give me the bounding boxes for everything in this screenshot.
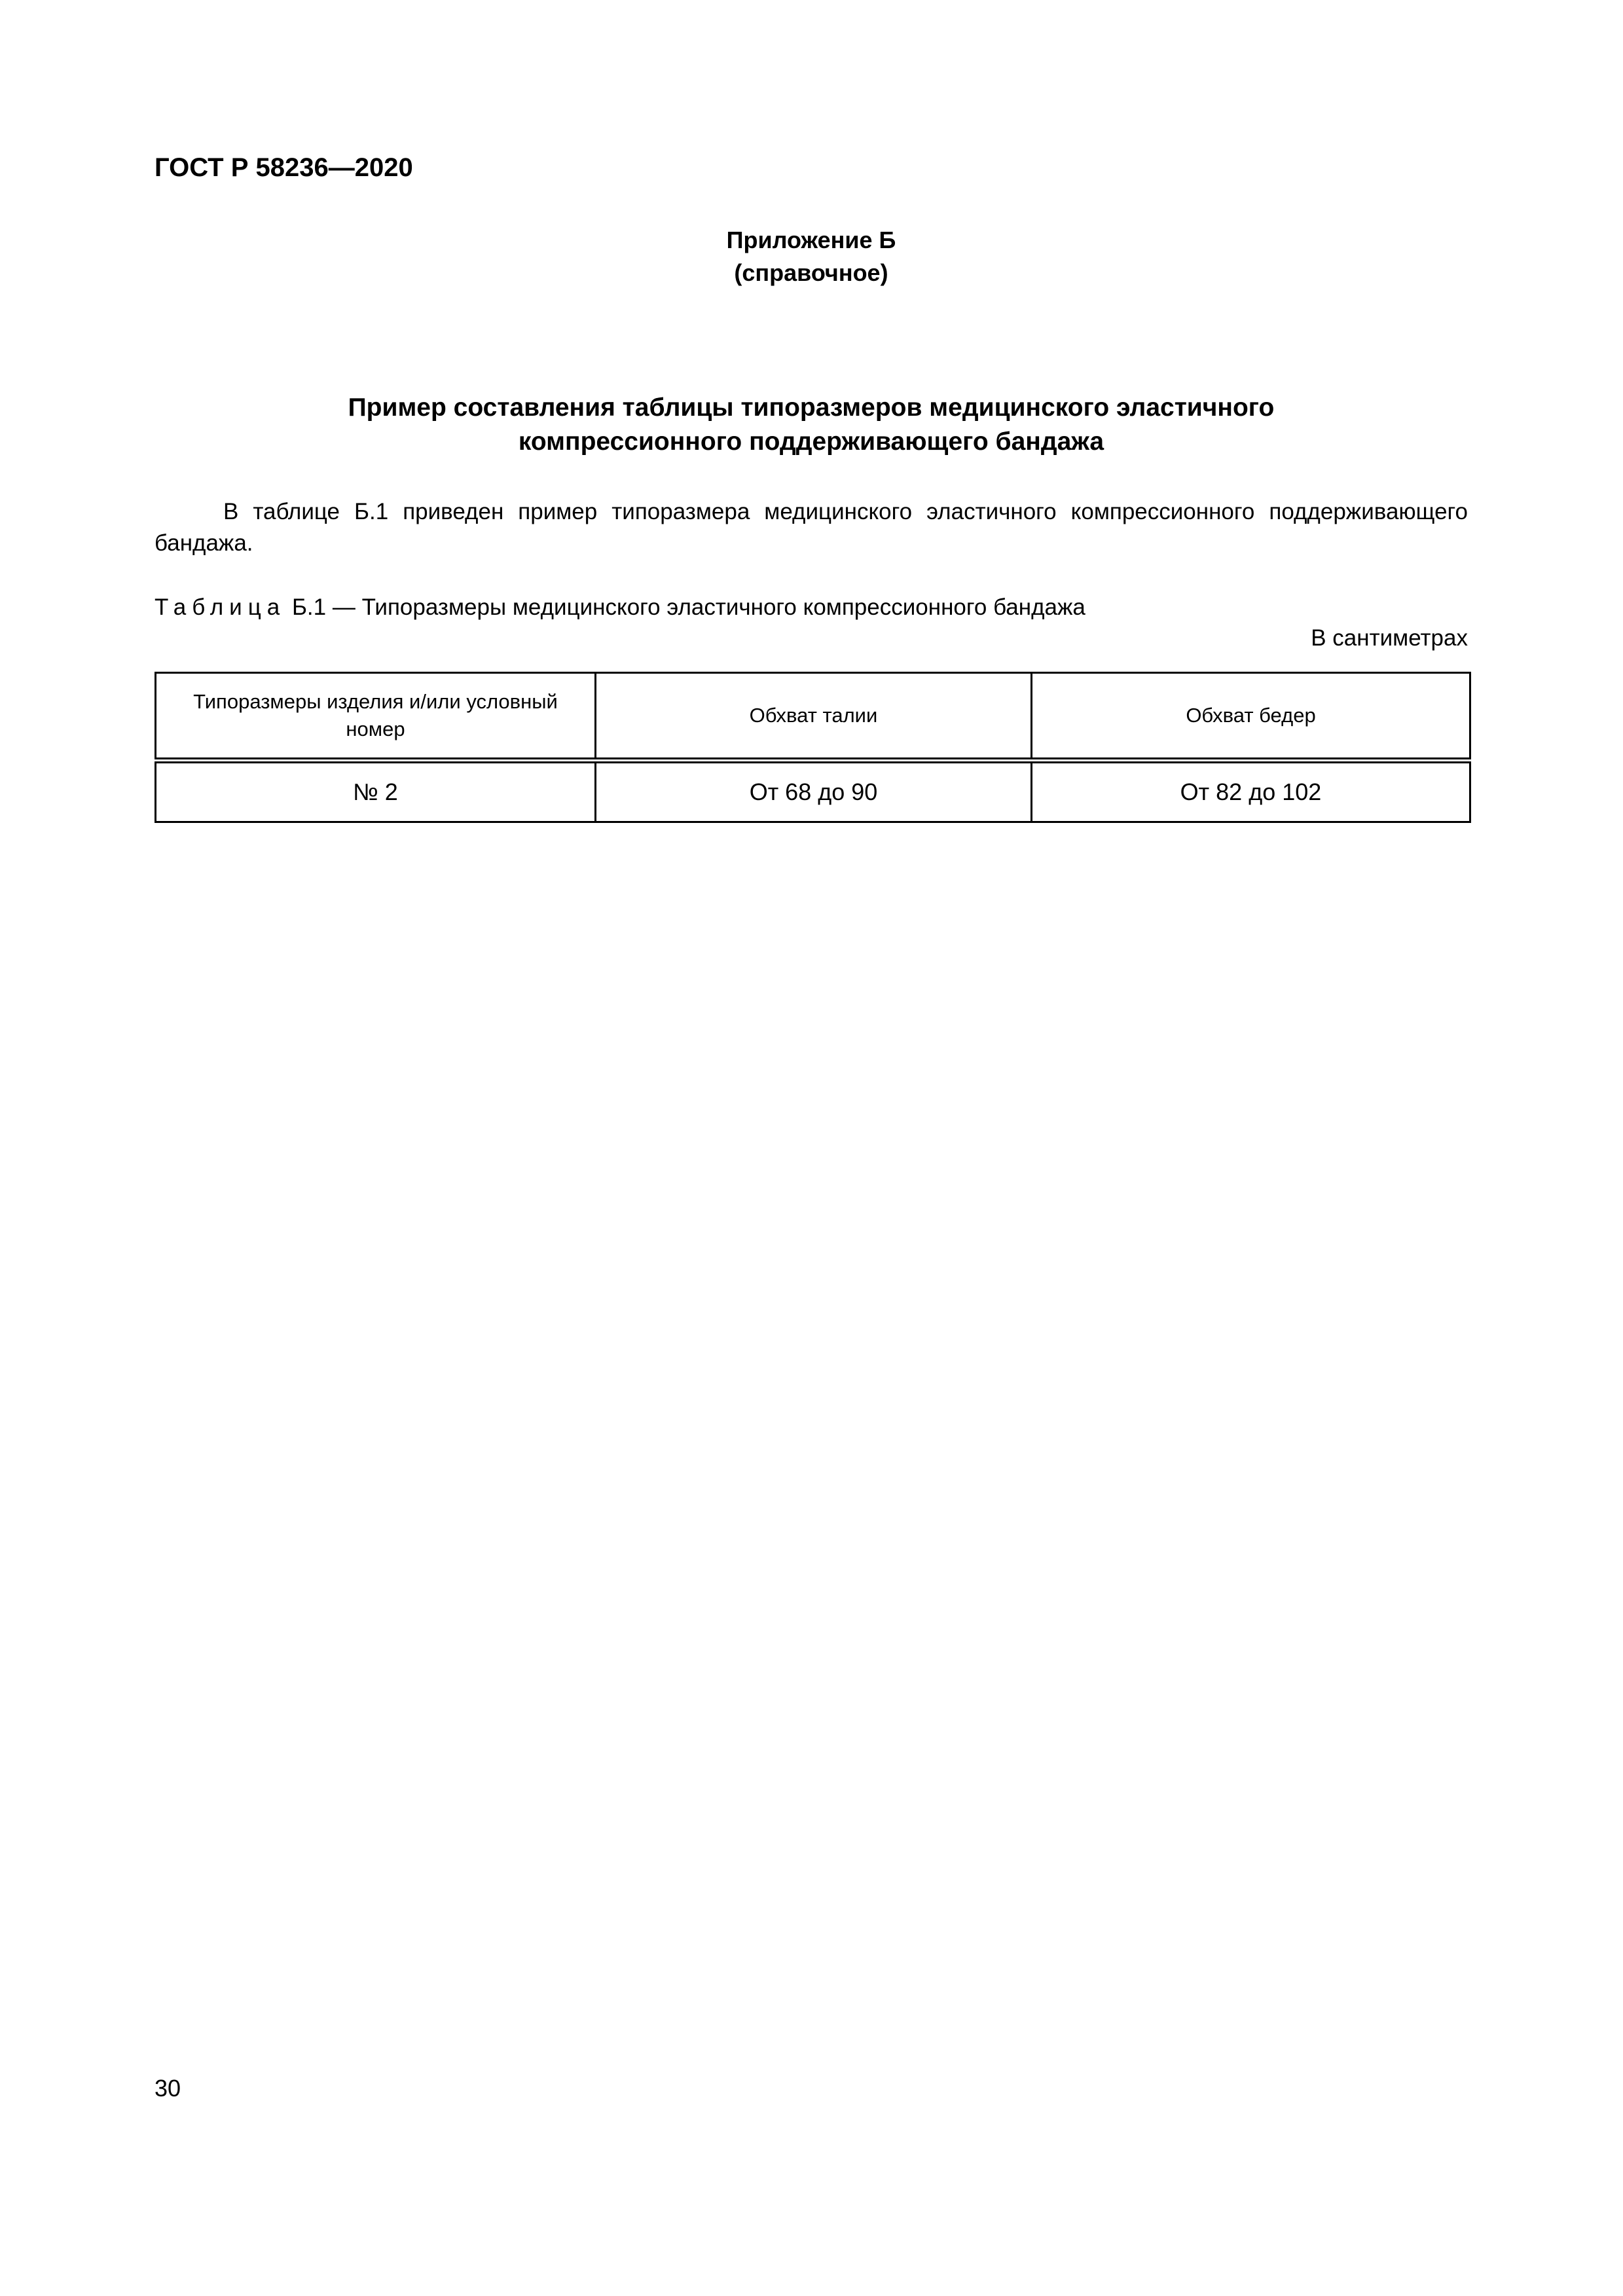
- table-header-row: [156, 673, 1470, 761]
- table-caption: [155, 592, 1085, 623]
- appendix-heading: [155, 391, 1468, 459]
- table-caption-label: Таблица: [155, 594, 286, 620]
- document-code: ГОСТ Р 58236—2020: [155, 153, 413, 182]
- header-hip-girth: Обхват бедер: [1032, 673, 1470, 761]
- size-table: [155, 672, 1471, 823]
- table-caption-text: Б.1 — Типоразмеры медицинского эластичного компрессионного бандажа: [285, 594, 1085, 620]
- appendix-kind: (справочное): [734, 259, 888, 286]
- appendix-title: Приложение Б: [726, 227, 896, 253]
- page-number: 30: [155, 2075, 181, 2102]
- appendix-heading-line-1: Пример составления таблицы типоразмеров медицинского эластичного: [348, 393, 1275, 422]
- appendix-heading-line-2: компрессионного поддерживающего бандажа: [518, 428, 1104, 456]
- cell-waist-girth: От 68 до 90: [596, 761, 1032, 822]
- header-waist-girth: Обхват талии: [596, 673, 1032, 761]
- cell-size-number: № 2: [156, 761, 596, 822]
- cell-hip-girth: От 82 до 102: [1032, 761, 1470, 822]
- body-paragraph: В таблице Б.1 приведен пример типоразмера медицинского эластичного компрессионного поддерживающего бандажа.: [155, 499, 1468, 556]
- header-size-number: Типоразмеры изделия и/или условный номер: [156, 673, 596, 761]
- table-row: [156, 761, 1470, 822]
- table-units: В сантиметрах: [1311, 625, 1468, 651]
